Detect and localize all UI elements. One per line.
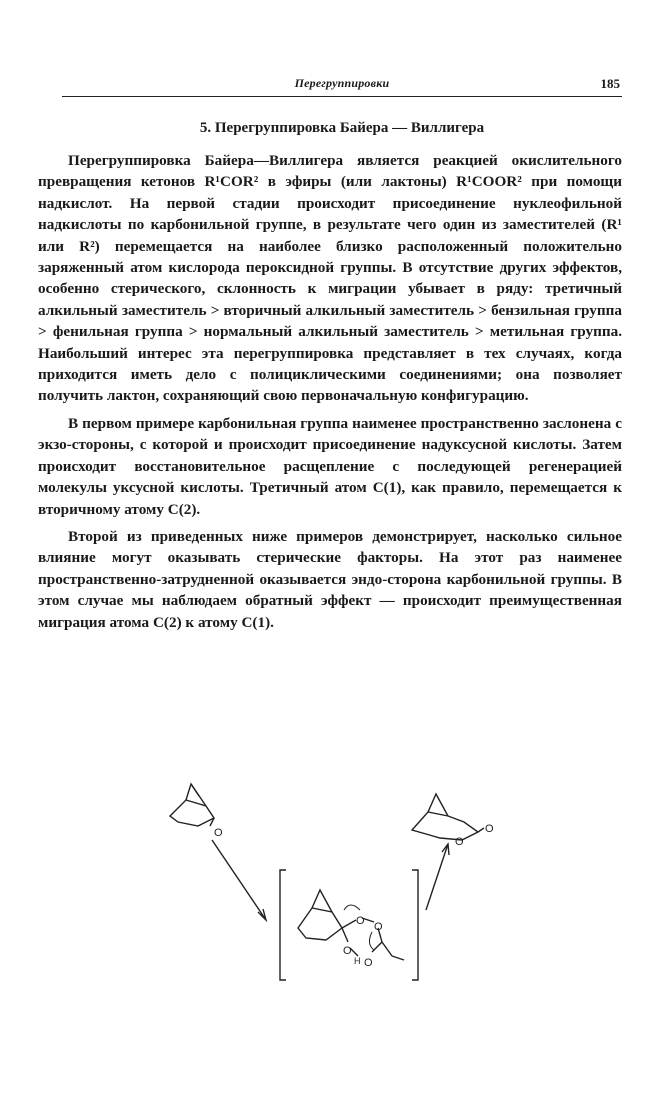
running-title: Перегруппировки (294, 76, 390, 90)
intermediate-peroxy-o1: O (356, 915, 365, 927)
body-text (38, 150, 622, 639)
running-header (62, 76, 622, 97)
bracket-right (412, 870, 418, 980)
reaction-scheme (0, 760, 663, 1000)
page-number: 185 (600, 76, 620, 91)
arrow-to-intermediate (212, 840, 266, 920)
arrow-to-lactone (426, 844, 448, 910)
norbornanone-structure (170, 784, 214, 826)
lactone-structure (412, 794, 484, 840)
lactone-ring-oxygen-label: O (455, 836, 464, 848)
paragraph-2: В первом примере карбонильная группа наименее пространственно заслонена с экзо-стороны, с которой и происходит присоединение надуксусной кислоты. Затем происходит восстановительное расщепление с последующей регенерацией молекулы уксусной кислоты. Третичный атом C(1), как правило, перемещается к вторичному атому C(2). (38, 414, 622, 518)
reaction-scheme-svg (0, 760, 663, 1000)
lactone-carbonyl-oxygen-label: O (485, 823, 494, 835)
intermediate-hydrogen: H (354, 956, 361, 966)
intermediate-peroxy-o2: O (374, 921, 383, 933)
intermediate-acyl-o: O (364, 957, 373, 969)
intermediate-hydroxy-o: O (343, 945, 352, 957)
section-title: 5. Перегруппировка Байера — Виллигера (199, 120, 485, 136)
bracket-left (280, 870, 286, 980)
paragraph-3: Второй из приведенных ниже примеров демонстрирует, насколько сильное влияние могут оказывать стерические факторы. На этот раз наименее пространственно-затрудненной оказывается эндо-сторона карбонильной группы. В этом случае мы наблюдаем обратный эффект — происходит преимущественная миграция атома C(2) к атому C(1). (38, 527, 622, 631)
ketone-oxygen-label: O (214, 827, 223, 839)
paragraph-1: Перегруппировка Байера—Виллигера является реакцией окислительного превращения кетонов R¹COR² в эфиры (или лактоны) R¹COOR² при помощи надкислот. На первой стадии происходит присоединение нуклеофильной надкислоты по карбонильной группе, в результате чего один из заместителей (R¹ или R²) перемещается на наиболее близко расположенный положительно заряженный атом кислорода пероксидной группы. В отсутствие других эффектов, особенно стерического, склонность к миграции убывает в ряду: третичный алкильный заместитель > вторичный алкильный заместитель > бензильная группа > фенильная группа > нормальный алкильный заместитель > метильная группа. Наибольший интерес эта перегруппировка представляет в тех случаях, когда приходится иметь дело с полициклическими соединениями; она позволяет получить лактон, сохраняющий свою первоначальную конфигурацию. (38, 152, 622, 405)
